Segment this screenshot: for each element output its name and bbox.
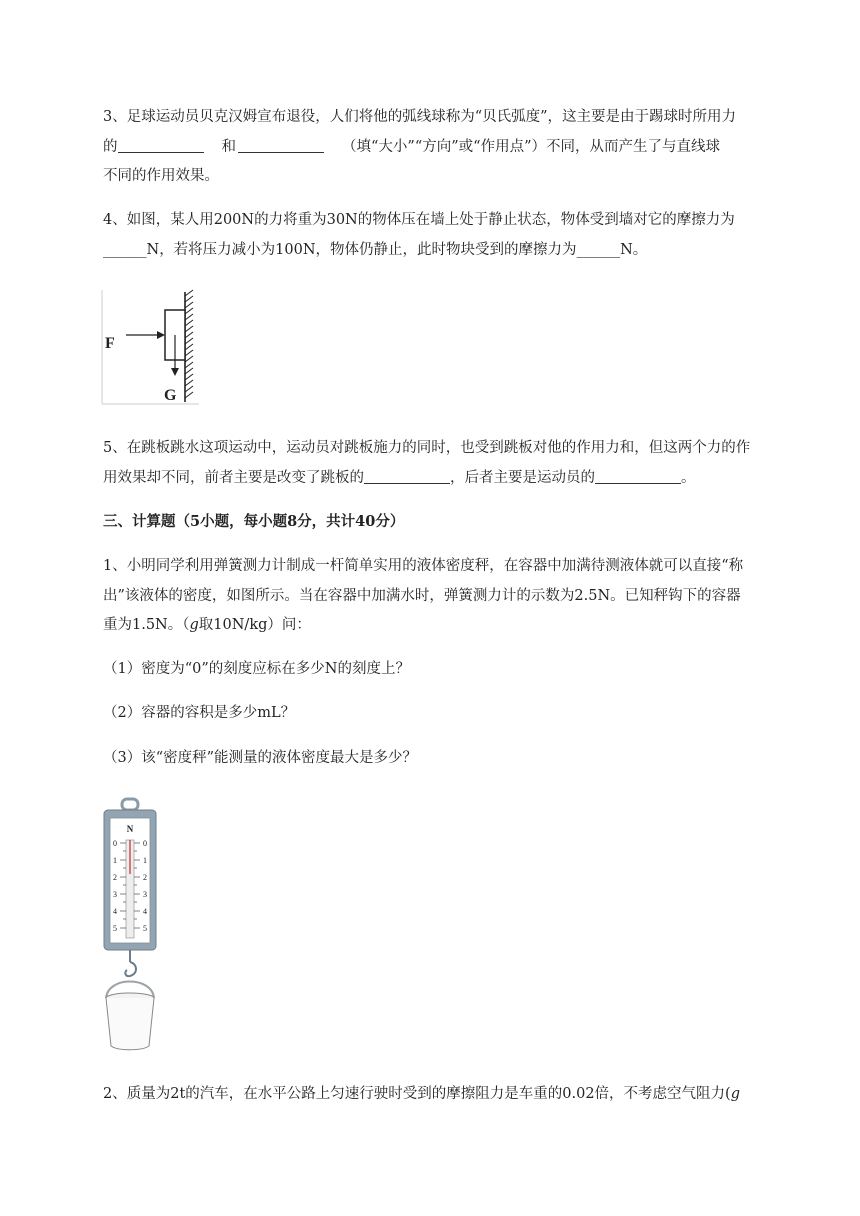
- calc1-sub1: （1）密度为“0”的刻度应标在多少N的刻度上？: [103, 661, 410, 677]
- q4-blank-2: ______: [576, 242, 621, 258]
- q3-blank-1: [118, 134, 204, 153]
- q5-text-a: 用效果却不同，前者主要是改变了跳板的: [103, 470, 364, 486]
- force-wall-figure: [101, 288, 201, 406]
- q5-line2: [103, 462, 803, 494]
- calc1-sub3: （3）该“密度秤”能测量的液体密度最大是多少？: [103, 750, 418, 766]
- tick-label-right-4: 4: [143, 907, 147, 916]
- q4-line1: 4、如图，某人用200N的力将重为30N的物体压在墙上处于静止状态，物体受到墙对它的摩擦力为: [103, 212, 735, 228]
- wall-hatching: [185, 290, 193, 398]
- calc1-line3: [103, 609, 803, 641]
- tick-label-right-3: 3: [143, 890, 147, 899]
- q5-text-b: ，后者主要是运动员的: [450, 470, 595, 486]
- q5-blank-2: [595, 465, 681, 484]
- calc1-line3-b: 取10N/kg）问：: [198, 617, 311, 633]
- q3-line3: 不同的作用效果。: [103, 168, 219, 184]
- tick-label-left-4: 4: [113, 907, 117, 916]
- tick-label-left-2: 2: [113, 873, 117, 882]
- tick-label-right-1: 1: [143, 856, 147, 865]
- label-g: G: [164, 387, 177, 404]
- force-diagram: [101, 288, 201, 406]
- gravity-symbol-2: g: [730, 1086, 741, 1102]
- tick-label-left-3: 3: [113, 890, 117, 899]
- hook-icon: [125, 962, 136, 976]
- gravity-symbol: g: [189, 617, 199, 633]
- q3-line2: [103, 131, 803, 163]
- q5-text-c: 。: [681, 470, 696, 486]
- calc2-line1-a: 2、质量为2t的汽车，在水平公路上匀速行驶时受到的摩擦阻力是车重的0.02倍，不考虑空气阻力(: [103, 1086, 731, 1102]
- label-f: F: [105, 335, 115, 352]
- tick-label-left-5: 5: [113, 924, 117, 933]
- calc1-sub2: （2）容器的容积是多少mL？: [103, 705, 296, 721]
- calc1-line2: 出”该液体的密度，如图所示。当在容器中加满水时，弹簧测力计的示数为2.5N。已知秤钩下的容器: [103, 588, 741, 604]
- calc1-line3-a: 重为1.5N。（: [103, 617, 190, 633]
- scale-unit: N: [126, 824, 134, 834]
- top-ring: [122, 799, 138, 810]
- q4-line2: [103, 234, 803, 266]
- bucket-icon: [106, 998, 154, 1050]
- q3-text-b: 和: [221, 139, 236, 155]
- tick-label-left-1: 1: [113, 856, 117, 865]
- calc2-line1: [103, 1078, 813, 1110]
- weight-g-arrowhead: [171, 368, 179, 376]
- tick-label-right-5: 5: [143, 924, 147, 933]
- tick-label-left-0: 0: [113, 839, 117, 848]
- q4-blank-1: ______: [103, 242, 147, 258]
- q5-blank-1: [364, 465, 450, 484]
- q3-line1: 3、足球运动员贝克汉姆宣布退役，人们将他的弧线球称为“贝氏弧度”，这主要是由于踢球时所用力: [103, 109, 737, 125]
- force-f-arrowhead: [157, 331, 165, 339]
- section-heading: 三、计算题（5小题，每小题8分，共计40分）: [103, 513, 405, 530]
- tick-label-right-2: 2: [143, 873, 147, 882]
- q3-blank-2: [238, 134, 324, 153]
- spring-scale-figure: [100, 796, 160, 1054]
- q4-text-b: N。: [620, 242, 648, 258]
- q3-text-a: 的: [103, 139, 118, 155]
- q4-text-a: N，若将压力减小为100N，物体仍静止，此时物块受到的摩擦力为: [146, 242, 577, 258]
- spring-scale-drawing: [100, 796, 160, 1054]
- tick-label-right-0: 0: [143, 839, 147, 848]
- q3-text-c: （填“大小”“方向”或“作用点”）不同，从而产生了与直线球: [342, 139, 720, 155]
- q5-line1: 5、在跳板跳水这项运动中，运动员对跳板施力的同时，也受到跳板对他的作用力和，但这两个力的作: [103, 440, 751, 456]
- calc1-line1: 1、小明同学利用弹簧测力计制成一杆简单实用的液体密度秤，在容器中加满待测液体就可以直接“称: [103, 558, 744, 574]
